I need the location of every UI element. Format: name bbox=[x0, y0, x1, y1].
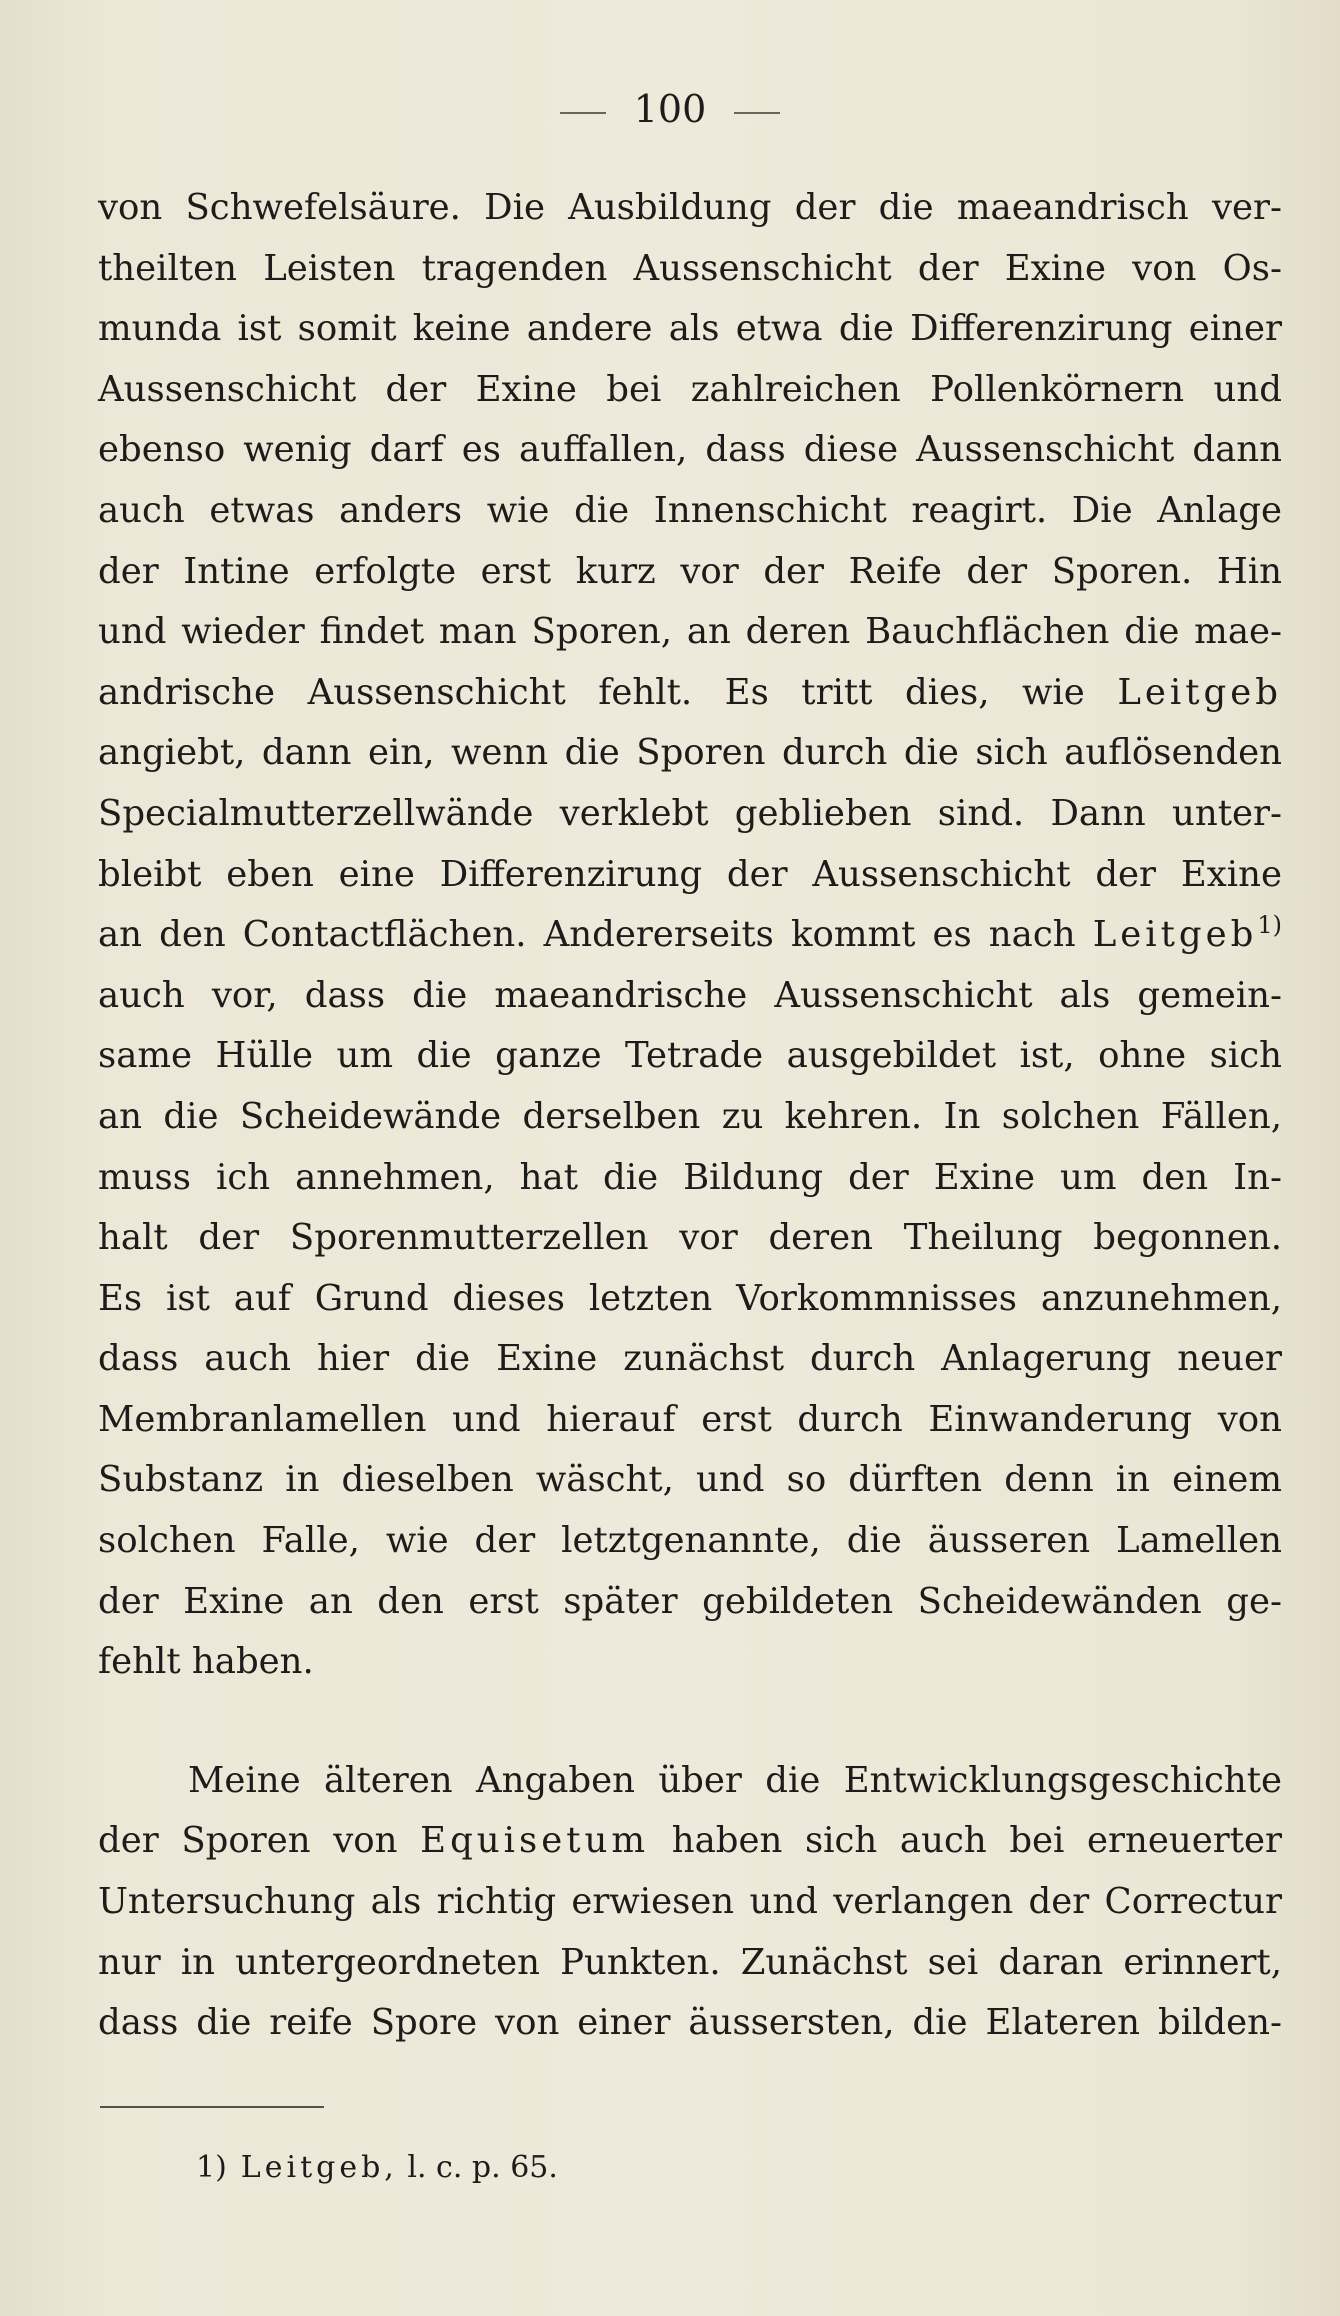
text-line: munda ist somit keine andere als etwa die Differenzirung einer bbox=[98, 308, 1282, 350]
footnote-citation: l. c. p. 65. bbox=[407, 2150, 558, 2185]
text-line: von Schwefelsäure. Die Ausbildung der die maeandrisch ver- bbox=[98, 187, 1282, 228]
text-line: an die Scheidewände derselben zu kehren. In solchen Fällen, bbox=[98, 1095, 1282, 1137]
text-line-last: fehlt haben. bbox=[98, 1641, 314, 1683]
footnote-number: 1) bbox=[196, 2150, 227, 2185]
text-line: solchen Falle, wie der letztgenannte, die äusseren Lamellen bbox=[98, 1520, 1282, 1562]
text-line: ebenso wenig darf es auffallen, dass diese Aussenschicht dann bbox=[98, 429, 1282, 471]
footnote bbox=[196, 2148, 558, 2188]
text-line: Meine älteren Angaben über die Entwicklungsgeschichte bbox=[188, 1759, 1282, 1801]
text-line: bleibt eben eine Differenzirung der Aussenschicht der Exine bbox=[98, 853, 1282, 895]
text-line: same Hülle um die ganze Tetrade ausgebildet ist, ohne sich bbox=[98, 1035, 1282, 1077]
text-line: nur in untergeordneten Punkten. Zunächst sei daran erinnert, bbox=[98, 1941, 1282, 1983]
text-fragment: an den Contactflächen. Andererseits kommt es nach bbox=[98, 914, 1076, 956]
header-dash-left bbox=[560, 112, 606, 114]
text-fragment: der Sporen von bbox=[98, 1820, 398, 1862]
text-line bbox=[98, 663, 1282, 724]
text-line: dass die reife Spore von einer äussersten, die Elateren bilden- bbox=[98, 2002, 1282, 2044]
text-fragment: haben sich auch bei erneuerter bbox=[671, 1820, 1282, 1862]
main-text bbox=[98, 178, 1282, 2054]
author-name: Leitgeb bbox=[1092, 914, 1258, 956]
text-line: Substanz in dieselben wäscht, und so dürften denn in einem bbox=[98, 1459, 1282, 1501]
text-line: halt der Sporenmutterzellen vor deren Theilung begonnen. bbox=[98, 1217, 1282, 1259]
text-line bbox=[98, 1811, 1282, 1872]
header-dash-right bbox=[734, 112, 780, 114]
text-line: und wieder findet man Sporen, an deren Bauchflächen die mae- bbox=[98, 611, 1282, 653]
text-line: Untersuchung als richtig erwiesen und verlangen der Correctur bbox=[98, 1881, 1282, 1923]
text-line: der Intine erfolgte erst kurz vor der Reife der Sporen. Hin bbox=[98, 550, 1282, 592]
genus-name: Equisetum bbox=[420, 1820, 650, 1862]
text-line: angiebt, dann ein, wenn die Sporen durch die sich auflösenden bbox=[98, 732, 1282, 774]
footnote-reference: 1) bbox=[1257, 911, 1282, 940]
page-header bbox=[0, 84, 1340, 134]
footnote-author: Leitgeb, bbox=[240, 2150, 398, 2185]
text-line bbox=[98, 905, 1282, 966]
text-fragment: andrische Aussenschicht fehlt. Es tritt dies, wie bbox=[98, 671, 1085, 713]
text-line: auch vor, dass die maeandrische Aussenschicht als gemein- bbox=[98, 974, 1282, 1016]
text-line: dass auch hier die Exine zunächst durch Anlagerung neuer bbox=[98, 1338, 1282, 1380]
text-line: Es ist auf Grund dieses letzten Vorkommnisses anzunehmen, bbox=[98, 1277, 1282, 1319]
text-line: Specialmutterzellwände verklebt geblieben sind. Dann unter- bbox=[98, 792, 1282, 834]
text-line: Membranlamellen und hierauf erst durch Einwanderung von bbox=[98, 1398, 1282, 1440]
paragraph-gap bbox=[98, 1693, 1282, 1751]
text-line: theilten Leisten tragenden Aussenschicht der Exine von Os- bbox=[98, 247, 1282, 289]
text-line: auch etwas anders wie die Innenschicht reagirt. Die Anlage bbox=[98, 489, 1282, 531]
footnote-divider bbox=[100, 2106, 324, 2108]
text-line: der Exine an den erst später gebildeten Scheidewänden ge- bbox=[98, 1580, 1282, 1622]
author-name: Leitgeb bbox=[1117, 671, 1282, 713]
text-line: Aussenschicht der Exine bei zahlreichen Pollenkörnern und bbox=[98, 368, 1282, 410]
text-line: muss ich annehmen, hat die Bildung der Exine um den In- bbox=[98, 1156, 1282, 1198]
page-number: 100 bbox=[633, 87, 707, 131]
